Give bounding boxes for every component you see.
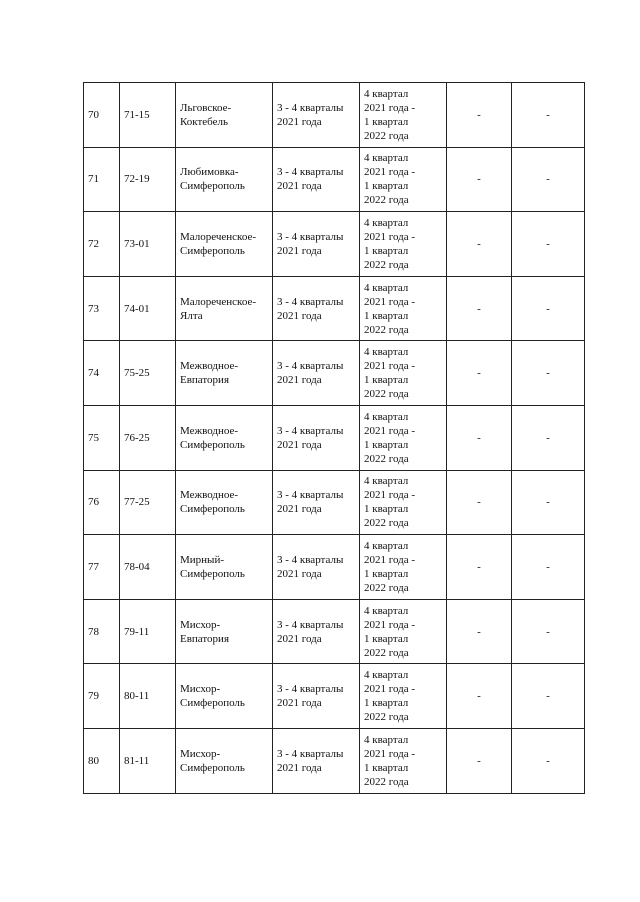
term-cell <box>360 599 447 664</box>
term-cell <box>360 470 447 535</box>
row-number-cell <box>84 276 120 341</box>
period: 3 - 4 кварталы 2021 года <box>277 101 344 128</box>
route-code-cell <box>120 599 176 664</box>
table-row <box>84 535 585 600</box>
value-b-cell <box>512 470 585 535</box>
route-name: Межводное- Симферополь <box>180 424 245 451</box>
term-cell <box>360 83 447 148</box>
routes-table <box>83 82 585 794</box>
route-name-cell <box>176 341 273 406</box>
value-b: - <box>546 108 550 121</box>
period-cell <box>273 405 360 470</box>
value-a-cell <box>447 212 512 277</box>
period: 3 - 4 кварталы 2021 года <box>277 295 344 322</box>
route-name-cell <box>176 535 273 600</box>
row-number-cell <box>84 599 120 664</box>
row-number: 75 <box>88 431 99 444</box>
value-b: - <box>546 690 550 703</box>
term-cell <box>360 341 447 406</box>
term: 4 квартал 2021 года - 1 квартал 2022 года <box>364 604 416 659</box>
value-a: - <box>477 302 481 315</box>
period-cell <box>273 470 360 535</box>
route-code: 72-19 <box>124 173 150 186</box>
period: 3 - 4 кварталы 2021 года <box>277 424 344 451</box>
row-number: 78 <box>88 625 99 638</box>
route-name: Мирный- Симферополь <box>180 553 245 580</box>
value-a-cell <box>447 147 512 212</box>
value-a: - <box>477 367 481 380</box>
value-a-cell <box>447 599 512 664</box>
route-code: 74-01 <box>124 302 150 315</box>
value-b: - <box>546 367 550 380</box>
row-number: 73 <box>88 302 99 315</box>
value-a-cell <box>447 664 512 729</box>
table-row <box>84 147 585 212</box>
value-b-cell <box>512 147 585 212</box>
route-name-cell <box>176 212 273 277</box>
table-row <box>84 212 585 277</box>
term-cell <box>360 405 447 470</box>
term: 4 квартал 2021 года - 1 квартал 2022 года <box>364 539 416 594</box>
route-name: Межводное- Симферополь <box>180 489 245 516</box>
row-number: 70 <box>88 108 99 121</box>
row-number: 80 <box>88 754 99 767</box>
term: 4 квартал 2021 года - 1 квартал 2022 года <box>364 152 416 207</box>
row-number-cell <box>84 405 120 470</box>
term-cell <box>360 535 447 600</box>
route-name-cell <box>176 470 273 535</box>
row-number-cell <box>84 212 120 277</box>
route-code: 81-11 <box>124 754 150 767</box>
table-row <box>84 405 585 470</box>
value-a: - <box>477 496 481 509</box>
term-cell <box>360 728 447 793</box>
row-number-cell <box>84 664 120 729</box>
route-code-cell <box>120 341 176 406</box>
term: 4 квартал 2021 года - 1 квартал 2022 года <box>364 475 416 530</box>
route-code-cell <box>120 276 176 341</box>
route-code-cell <box>120 212 176 277</box>
row-number-cell <box>84 470 120 535</box>
value-a: - <box>477 560 481 573</box>
route-name: Мисхор- Симферополь <box>180 747 245 774</box>
route-name-cell <box>176 405 273 470</box>
value-a-cell <box>447 405 512 470</box>
period-cell <box>273 276 360 341</box>
value-b: - <box>546 754 550 767</box>
row-number-cell <box>84 147 120 212</box>
row-number-cell <box>84 341 120 406</box>
route-code-cell <box>120 147 176 212</box>
term-cell <box>360 147 447 212</box>
route-code-cell <box>120 664 176 729</box>
period-cell <box>273 212 360 277</box>
value-a-cell <box>447 276 512 341</box>
route-name-cell <box>176 664 273 729</box>
table-row <box>84 664 585 729</box>
term-cell <box>360 212 447 277</box>
route-code: 75-25 <box>124 367 150 380</box>
value-b: - <box>546 431 550 444</box>
route-code: 73-01 <box>124 237 150 250</box>
value-b-cell <box>512 276 585 341</box>
row-number-cell <box>84 83 120 148</box>
route-name: Льговское- Коктебель <box>180 101 232 128</box>
table-row <box>84 728 585 793</box>
period: 3 - 4 кварталы 2021 года <box>277 166 344 193</box>
value-b: - <box>546 173 550 186</box>
period-cell <box>273 341 360 406</box>
table-row <box>84 341 585 406</box>
route-code-cell <box>120 728 176 793</box>
route-name: Мисхор- Симферополь <box>180 683 245 710</box>
routes-table-body <box>84 83 585 794</box>
value-a-cell <box>447 470 512 535</box>
row-number: 77 <box>88 560 99 573</box>
value-b-cell <box>512 599 585 664</box>
value-a: - <box>477 237 481 250</box>
period-cell <box>273 147 360 212</box>
value-b-cell <box>512 405 585 470</box>
route-code: 78-04 <box>124 560 150 573</box>
period-cell <box>273 599 360 664</box>
route-code-cell <box>120 83 176 148</box>
value-b: - <box>546 560 550 573</box>
value-a-cell <box>447 83 512 148</box>
period-cell <box>273 535 360 600</box>
period: 3 - 4 кварталы 2021 года <box>277 360 344 387</box>
value-a: - <box>477 690 481 703</box>
term: 4 квартал 2021 года - 1 квартал 2022 года <box>364 216 416 271</box>
route-name: Мисхор- Евпатория <box>180 618 230 645</box>
term: 4 квартал 2021 года - 1 квартал 2022 года <box>364 410 416 465</box>
value-a: - <box>477 754 481 767</box>
route-name-cell <box>176 83 273 148</box>
period: 3 - 4 кварталы 2021 года <box>277 618 344 645</box>
term: 4 квартал 2021 года - 1 квартал 2022 года <box>364 87 416 142</box>
route-name-cell <box>176 599 273 664</box>
term: 4 квартал 2021 года - 1 квартал 2022 года <box>364 733 416 788</box>
value-b-cell <box>512 341 585 406</box>
row-number: 79 <box>88 690 99 703</box>
row-number: 72 <box>88 237 99 250</box>
value-b-cell <box>512 535 585 600</box>
period: 3 - 4 кварталы 2021 года <box>277 553 344 580</box>
table-row <box>84 599 585 664</box>
table-row <box>84 276 585 341</box>
period-cell <box>273 728 360 793</box>
route-code-cell <box>120 470 176 535</box>
value-a: - <box>477 431 481 444</box>
route-code-cell <box>120 535 176 600</box>
term: 4 квартал 2021 года - 1 квартал 2022 года <box>364 669 416 724</box>
period: 3 - 4 кварталы 2021 года <box>277 683 344 710</box>
route-name: Малореченское- Ялта <box>180 295 257 322</box>
value-b-cell <box>512 728 585 793</box>
route-name-cell <box>176 276 273 341</box>
route-name: Межводное- Евпатория <box>180 360 239 387</box>
term-cell <box>360 664 447 729</box>
value-b-cell <box>512 664 585 729</box>
value-a-cell <box>447 341 512 406</box>
value-b: - <box>546 625 550 638</box>
value-a: - <box>477 108 481 121</box>
route-code: 79-11 <box>124 625 150 638</box>
value-a: - <box>477 625 481 638</box>
route-code: 77-25 <box>124 496 150 509</box>
route-name: Любимовка- Симферополь <box>180 166 245 193</box>
row-number-cell <box>84 535 120 600</box>
route-code: 80-11 <box>124 690 150 703</box>
value-b-cell <box>512 83 585 148</box>
table-row <box>84 470 585 535</box>
row-number: 74 <box>88 367 99 380</box>
period: 3 - 4 кварталы 2021 года <box>277 747 344 774</box>
value-a: - <box>477 173 481 186</box>
value-a-cell <box>447 535 512 600</box>
value-b: - <box>546 302 550 315</box>
period: 3 - 4 кварталы 2021 года <box>277 230 344 257</box>
row-number-cell <box>84 728 120 793</box>
period-cell <box>273 83 360 148</box>
row-number: 76 <box>88 496 99 509</box>
route-name: Малореченское- Симферополь <box>180 230 257 257</box>
route-code: 71-15 <box>124 108 150 121</box>
period: 3 - 4 кварталы 2021 года <box>277 489 344 516</box>
value-b-cell <box>512 212 585 277</box>
route-name-cell <box>176 147 273 212</box>
value-a-cell <box>447 728 512 793</box>
value-b: - <box>546 237 550 250</box>
period-cell <box>273 664 360 729</box>
term: 4 квартал 2021 года - 1 квартал 2022 года <box>364 346 416 401</box>
term: 4 квартал 2021 года - 1 квартал 2022 года <box>364 281 416 336</box>
value-b: - <box>546 496 550 509</box>
route-name-cell <box>176 728 273 793</box>
route-code-cell <box>120 405 176 470</box>
row-number: 71 <box>88 173 99 186</box>
route-code: 76-25 <box>124 431 150 444</box>
table-row <box>84 83 585 148</box>
term-cell <box>360 276 447 341</box>
